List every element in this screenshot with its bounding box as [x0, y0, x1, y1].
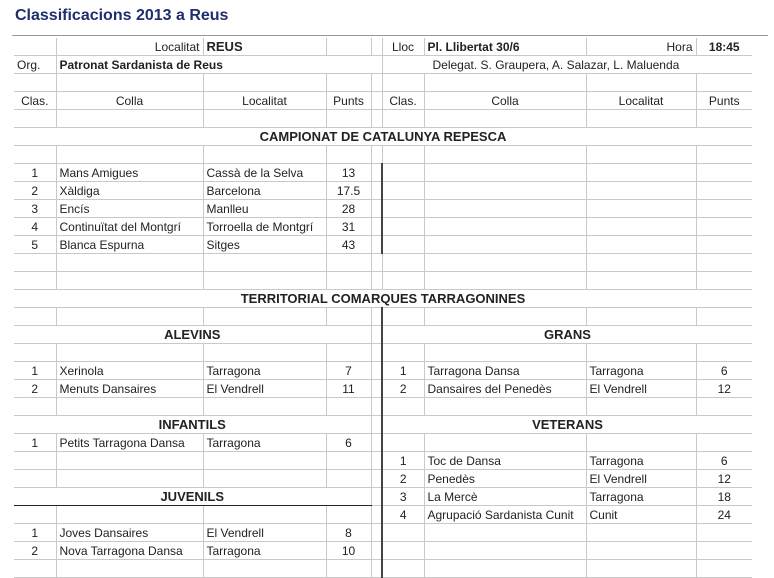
- table-row: [14, 308, 752, 326]
- left-colla-cell: Continuïtat del Montgrí: [56, 218, 203, 236]
- header-colla-right: Colla: [424, 92, 586, 110]
- left-clas-cell: 2: [14, 380, 56, 398]
- right-punts-cell: 12: [696, 470, 752, 488]
- territorial-title-row: [14, 290, 752, 308]
- right-localitat-cell: Tarragona: [586, 362, 696, 380]
- left-clas-cell: 3: [14, 200, 56, 218]
- right-colla-cell: Agrupació Sardanista Cunit: [424, 506, 586, 524]
- subsection-header-row: [14, 416, 752, 434]
- table-row: [14, 452, 752, 470]
- left-punts-cell: 11: [326, 380, 371, 398]
- right-localitat-cell: Cunit: [586, 506, 696, 524]
- right-clas-cell: 1: [382, 452, 424, 470]
- spacer-row: [14, 74, 752, 92]
- column-header-row: [14, 92, 752, 110]
- table-row: [14, 506, 752, 524]
- right-clas-cell: 2: [382, 470, 424, 488]
- table-row: [14, 164, 752, 182]
- right-localitat-cell: El Vendrell: [586, 470, 696, 488]
- table-row: [14, 200, 752, 218]
- org-value: Patronat Sardanista de Reus: [56, 56, 382, 74]
- right-localitat-cell: Tarragona: [586, 488, 696, 506]
- right-colla-cell: Dansaires del Penedès: [424, 380, 586, 398]
- org-row: [14, 56, 752, 74]
- table-row: [14, 542, 752, 560]
- right-clas-cell: 4: [382, 506, 424, 524]
- table-row: [14, 434, 752, 452]
- right-punts-cell: 6: [696, 452, 752, 470]
- lloc-value: Pl. Llibertat 30/6: [424, 38, 586, 56]
- table-row: [14, 362, 752, 380]
- table-row: [14, 380, 752, 398]
- veterans-title: VETERANS: [382, 416, 752, 434]
- table-row: [14, 218, 752, 236]
- campionat-title: CAMPIONAT DE CATALUNYA REPESCA: [14, 128, 752, 146]
- left-localitat-cell: El Vendrell: [203, 380, 326, 398]
- hora-label: Hora: [586, 38, 696, 56]
- right-clas-cell: 3: [382, 488, 424, 506]
- left-colla-cell: Blanca Espurna: [56, 236, 203, 254]
- right-clas-cell: 1: [382, 362, 424, 380]
- table-row: [14, 236, 752, 254]
- spacer-row: [14, 272, 752, 290]
- campionat-title-row: [14, 128, 752, 146]
- lloc-label: Lloc: [382, 38, 424, 56]
- left-colla-cell: Encís: [56, 200, 203, 218]
- left-clas-cell: 1: [14, 362, 56, 380]
- left-punts-cell: 17.5: [326, 182, 371, 200]
- table-row: [14, 398, 752, 416]
- infantils-title: INFANTILS: [14, 416, 371, 434]
- left-clas-cell: 1: [14, 524, 56, 542]
- left-localitat-cell: Tarragona: [203, 542, 326, 560]
- left-localitat-cell: Manlleu: [203, 200, 326, 218]
- left-punts-cell: 28: [326, 200, 371, 218]
- header-clas-right: Clas.: [382, 92, 424, 110]
- juvenils-title: JUVENILS: [14, 488, 371, 506]
- left-punts-cell: 7: [326, 362, 371, 380]
- table-row: [14, 344, 752, 362]
- left-clas-cell: 2: [14, 182, 56, 200]
- header-punts-right: Punts: [696, 92, 752, 110]
- grans-title: GRANS: [382, 326, 752, 344]
- left-punts-cell: 8: [326, 524, 371, 542]
- left-punts-cell: 31: [326, 218, 371, 236]
- table-row: [14, 182, 752, 200]
- spacer-row: [14, 110, 752, 128]
- right-colla-cell: Penedès: [424, 470, 586, 488]
- right-localitat-cell: Tarragona: [586, 452, 696, 470]
- left-localitat-cell: Tarragona: [203, 434, 326, 452]
- alevins-title: ALEVINS: [14, 326, 371, 344]
- spacer-row: [14, 254, 752, 272]
- left-colla-cell: Nova Tarragona Dansa: [56, 542, 203, 560]
- title-divider: [12, 35, 768, 36]
- table-row: [14, 524, 752, 542]
- left-colla-cell: Mans Amigues: [56, 164, 203, 182]
- subsection-header-row: [14, 326, 752, 344]
- header-colla: Colla: [56, 92, 203, 110]
- left-punts-cell: 10: [326, 542, 371, 560]
- right-localitat-cell: El Vendrell: [586, 380, 696, 398]
- spacer-row: [14, 146, 752, 164]
- hora-value: 18:45: [696, 38, 752, 56]
- left-colla-cell: Joves Dansaires: [56, 524, 203, 542]
- left-colla-cell: Xerinola: [56, 362, 203, 380]
- left-clas-cell: 5: [14, 236, 56, 254]
- table-row: [14, 470, 752, 488]
- left-punts-cell: 43: [326, 236, 371, 254]
- right-clas-cell: 2: [382, 380, 424, 398]
- right-colla-cell: Tarragona Dansa: [424, 362, 586, 380]
- left-colla-cell: Xàldiga: [56, 182, 203, 200]
- header-punts: Punts: [326, 92, 371, 110]
- right-punts-cell: 12: [696, 380, 752, 398]
- delegats-value: Delegat. S. Graupera, A. Salazar, L. Maluenda: [382, 56, 752, 74]
- left-localitat-cell: Barcelona: [203, 182, 326, 200]
- territorial-title: TERRITORIAL COMARQUES TARRAGONINES: [14, 290, 752, 308]
- left-punts-cell: 13: [326, 164, 371, 182]
- left-clas-cell: 1: [14, 164, 56, 182]
- header-clas: Clas.: [14, 92, 56, 110]
- left-localitat-cell: Sitges: [203, 236, 326, 254]
- info-row: [14, 38, 752, 56]
- header-localitat-right: Localitat: [586, 92, 696, 110]
- left-colla-cell: Menuts Dansaires: [56, 380, 203, 398]
- right-punts-cell: 18: [696, 488, 752, 506]
- classification-sheet: [14, 38, 752, 578]
- left-localitat-cell: Tarragona: [203, 362, 326, 380]
- table-row: [14, 560, 752, 578]
- left-localitat-cell: El Vendrell: [203, 524, 326, 542]
- localitat-value: REUS: [203, 38, 326, 56]
- left-localitat-cell: Cassà de la Selva: [203, 164, 326, 182]
- right-colla-cell: Toc de Dansa: [424, 452, 586, 470]
- right-punts-cell: 6: [696, 362, 752, 380]
- page-title: Classificacions 2013 a Reus: [15, 7, 229, 24]
- left-punts-cell: 6: [326, 434, 371, 452]
- left-localitat-cell: Torroella de Montgrí: [203, 218, 326, 236]
- left-clas-cell: 2: [14, 542, 56, 560]
- left-colla-cell: Petits Tarragona Dansa: [56, 434, 203, 452]
- juvenils-header-row: [14, 488, 752, 506]
- localitat-label: Localitat: [56, 38, 203, 56]
- header-localitat: Localitat: [203, 92, 326, 110]
- right-punts-cell: 24: [696, 506, 752, 524]
- left-clas-cell: 1: [14, 434, 56, 452]
- left-clas-cell: 4: [14, 218, 56, 236]
- org-label: Org.: [14, 56, 56, 74]
- right-colla-cell: La Mercè: [424, 488, 586, 506]
